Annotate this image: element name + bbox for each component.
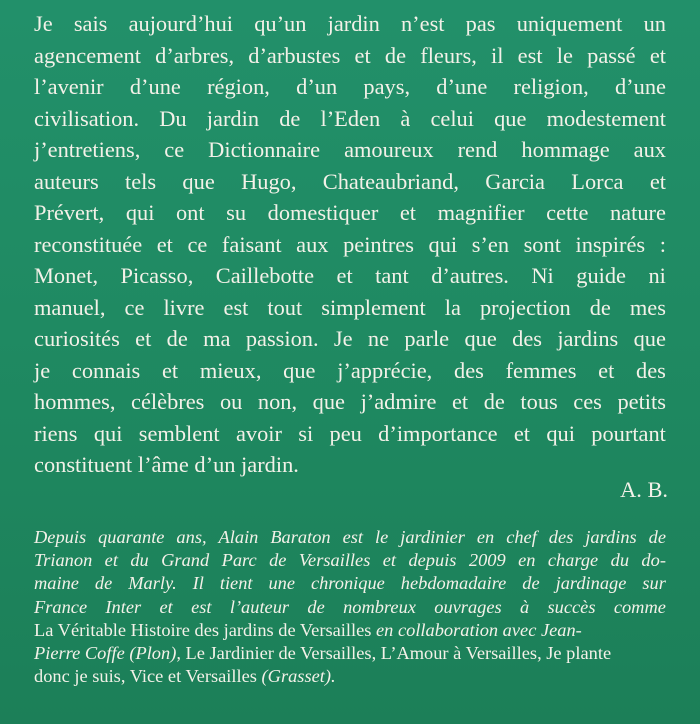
word: et <box>354 42 371 68</box>
word: qui <box>125 200 155 225</box>
word: hommes, <box>34 389 116 414</box>
word: domestiquer <box>267 200 379 225</box>
word: Caillebotte <box>215 263 315 288</box>
word: Depuis <box>34 527 87 547</box>
bio-line <box>34 619 666 642</box>
word: passion. <box>245 326 319 351</box>
word: il <box>491 42 504 68</box>
word: et <box>382 550 397 571</box>
word: Monet, <box>34 263 99 288</box>
word: agencement <box>34 42 141 68</box>
word: pas <box>465 11 496 36</box>
word: simplement <box>321 294 426 320</box>
word: do- <box>641 550 666 571</box>
word: de <box>648 527 666 547</box>
word: sais <box>73 11 108 36</box>
word: pourtant <box>591 420 666 446</box>
word: des <box>636 357 666 383</box>
word: l’Eden <box>320 105 381 131</box>
main-line <box>34 197 666 229</box>
word: passé <box>587 42 636 68</box>
word: reconstituée <box>34 231 143 257</box>
word: que <box>633 326 666 351</box>
word: j’apprécie, <box>337 357 433 383</box>
word: je <box>34 357 51 383</box>
word: uniquement <box>516 11 623 36</box>
word: si <box>298 420 314 446</box>
word: la <box>444 294 461 320</box>
bio-line <box>34 549 666 572</box>
main-line <box>34 292 666 324</box>
word: d’arbres, <box>155 42 235 68</box>
word: Baraton <box>270 527 331 547</box>
word: jardin <box>327 11 380 36</box>
author-bio <box>34 526 666 688</box>
word: et <box>135 326 152 351</box>
word: d’arbustes <box>248 42 341 68</box>
word: qui <box>93 420 123 446</box>
word: depuis <box>408 550 457 571</box>
main-line <box>34 418 666 450</box>
word: curiosités <box>34 326 120 351</box>
word: des <box>512 326 542 351</box>
word: le <box>556 42 573 68</box>
word: fleurs, <box>420 42 477 68</box>
word: d’importance <box>378 420 498 446</box>
word: hommage <box>521 137 610 162</box>
word: sur <box>642 573 666 594</box>
main-line <box>34 103 666 135</box>
word: que <box>464 326 497 351</box>
word: petits <box>617 389 666 414</box>
word: projection <box>479 294 571 320</box>
word: et <box>649 42 666 68</box>
word: chef <box>506 527 537 547</box>
word: tous <box>520 389 558 414</box>
main-line-text: constituent l’âme d’un jardin. <box>34 452 299 477</box>
bio-line <box>34 596 666 619</box>
word: Je <box>333 326 353 351</box>
word: d’autres. <box>431 263 509 288</box>
word: ne <box>367 326 390 351</box>
word: j’admire <box>360 389 437 414</box>
bio-line <box>34 572 666 595</box>
word: riens <box>34 420 78 446</box>
word: que <box>494 105 527 131</box>
word: tant <box>375 263 409 288</box>
word: d’une <box>436 74 488 99</box>
word: manuel, <box>34 294 106 320</box>
word: civilisation. <box>34 105 140 131</box>
word: tout <box>267 294 303 320</box>
word: que <box>312 389 345 414</box>
word: de <box>166 326 188 351</box>
word: et <box>161 357 179 383</box>
word: ont <box>175 200 205 225</box>
bio-text: en collaboration avec Jean- <box>371 619 582 640</box>
word: n’est <box>400 11 445 36</box>
word: comme <box>613 596 666 617</box>
word: Grand <box>161 550 210 571</box>
bio-line <box>34 526 666 549</box>
word: des <box>454 357 484 383</box>
word: jardins <box>557 326 619 351</box>
word: que <box>283 357 316 383</box>
word: le <box>374 527 389 547</box>
word: l’auteur <box>229 596 290 617</box>
word: ans, <box>176 527 207 547</box>
word: tels <box>125 168 157 194</box>
main-line <box>34 355 666 387</box>
word: jardinier <box>400 527 465 547</box>
main-line <box>34 134 666 166</box>
word: et <box>513 420 531 446</box>
word: célèbres <box>131 389 205 414</box>
word: connais <box>71 357 141 383</box>
word: aux <box>296 231 329 257</box>
word: et <box>104 550 118 571</box>
word: succès <box>547 596 596 617</box>
word: qu’un <box>254 11 307 36</box>
word: ma <box>203 326 231 351</box>
word: France <box>34 596 88 617</box>
word: de <box>279 105 301 131</box>
word: ce <box>164 137 185 162</box>
word: 2009 <box>468 550 506 571</box>
word: ce <box>187 231 208 257</box>
bio-line <box>34 665 666 688</box>
word: : <box>659 231 666 257</box>
word: inspirés <box>575 231 646 257</box>
word: d’une <box>614 74 666 99</box>
word: aujourd’hui <box>128 11 234 36</box>
word: ce <box>124 294 145 320</box>
word: Inter <box>105 596 142 617</box>
word: Je <box>34 11 53 36</box>
word: sont <box>523 231 561 257</box>
main-line <box>34 40 666 72</box>
word: modestement <box>546 105 666 131</box>
word: j’entretiens, <box>34 137 141 162</box>
word: que <box>182 168 215 194</box>
word: livre <box>163 294 205 320</box>
word: ouvrages <box>434 596 502 617</box>
word: magnifier <box>437 200 525 225</box>
word: celui <box>430 105 474 131</box>
word: peu <box>329 420 362 446</box>
bio-text: Pierre Coffe (Plon), <box>34 642 186 663</box>
word: faisant <box>221 231 282 257</box>
book-titles: donc je suis, Vice et Versailles <box>34 666 262 687</box>
word: Picasso, <box>120 263 194 288</box>
word: de <box>384 42 407 68</box>
word: qui <box>546 420 575 446</box>
bio-line <box>34 642 666 665</box>
word: quarante <box>98 527 165 547</box>
main-line <box>34 71 666 103</box>
word: et <box>336 263 353 288</box>
word: Il <box>192 573 204 594</box>
word: en <box>476 527 495 547</box>
author-signature: A. B. <box>620 477 668 502</box>
word: de <box>483 389 505 414</box>
word: Trianon <box>34 550 93 571</box>
book-titles: Le Jardinier de Versailles, L’Amour à Versailles, Je plante <box>185 642 612 663</box>
word: Versailles <box>298 550 371 571</box>
word: non, <box>257 389 298 414</box>
word: et <box>649 168 666 194</box>
word: su <box>226 200 247 225</box>
word: charge <box>547 550 599 571</box>
word: en <box>518 550 536 571</box>
word: s’en <box>471 231 510 257</box>
word: et <box>598 357 615 383</box>
word: Alain <box>218 527 259 547</box>
word: Prévert, <box>34 200 105 225</box>
word: ces <box>573 389 602 414</box>
word: ou <box>219 389 243 414</box>
word: est <box>223 294 249 320</box>
word: qui <box>428 231 458 257</box>
word: l’avenir <box>34 74 104 99</box>
word: à <box>519 596 530 617</box>
main-line <box>34 260 666 292</box>
main-line <box>34 8 666 40</box>
word: et <box>451 389 469 414</box>
word: Marly. <box>128 573 177 594</box>
word: religion, <box>513 74 589 99</box>
word: pays, <box>363 74 411 99</box>
word: guide <box>576 263 626 288</box>
word: du <box>610 550 630 571</box>
main-line <box>34 386 666 418</box>
word: et <box>399 200 417 225</box>
word: de <box>269 550 287 571</box>
word: jardins <box>585 527 637 547</box>
main-line <box>34 449 666 481</box>
publisher: (Grasset). <box>261 666 336 687</box>
main-paragraph <box>34 8 666 481</box>
word: Du <box>159 105 187 131</box>
word: Chateaubriand, <box>322 168 459 194</box>
main-line <box>34 323 666 355</box>
word: ni <box>648 263 666 288</box>
word: Garcia <box>485 168 545 194</box>
word: est <box>342 527 364 547</box>
word: Hugo, <box>241 168 297 194</box>
word: mieux, <box>199 357 262 383</box>
word: des <box>548 527 574 547</box>
word: hebdomadaire <box>400 573 507 594</box>
word: amoureux <box>344 137 434 162</box>
word: nombreux <box>343 596 416 617</box>
word: nature <box>609 200 666 225</box>
word: chronique <box>310 573 385 594</box>
word: et <box>156 231 173 257</box>
word: d’un <box>296 74 338 99</box>
word: mes <box>629 294 666 320</box>
word: région, <box>207 74 270 99</box>
word: jardinage <box>555 573 627 594</box>
word: une <box>268 573 296 594</box>
word: rend <box>457 137 498 162</box>
word: est <box>517 42 543 68</box>
word: de <box>307 596 325 617</box>
word: du <box>130 550 149 571</box>
word: auteurs <box>34 168 99 194</box>
word: un <box>643 11 666 36</box>
word: femmes <box>505 357 577 383</box>
word: semblent <box>138 420 220 446</box>
word: aux <box>633 137 666 162</box>
word: à <box>400 105 411 131</box>
word: d’une <box>129 74 181 99</box>
word: de <box>522 573 540 594</box>
word: avoir <box>235 420 282 446</box>
word: jardin <box>206 105 260 131</box>
word: peintres <box>343 231 414 257</box>
word: Lorca <box>571 168 624 194</box>
word: est <box>191 596 212 617</box>
word: tient <box>219 573 253 594</box>
word: de <box>589 294 611 320</box>
word: Parc <box>221 550 257 571</box>
word: parle <box>404 326 450 351</box>
main-line <box>34 166 666 198</box>
word: et <box>159 596 173 617</box>
word: maine <box>34 573 79 594</box>
main-line <box>34 229 666 261</box>
word: Ni <box>531 263 554 288</box>
book-title: La Véritable Histoire des jardins de Versailles <box>34 619 372 640</box>
word: de <box>94 573 113 594</box>
word: cette <box>546 200 589 225</box>
word: Dictionnaire <box>208 137 321 162</box>
